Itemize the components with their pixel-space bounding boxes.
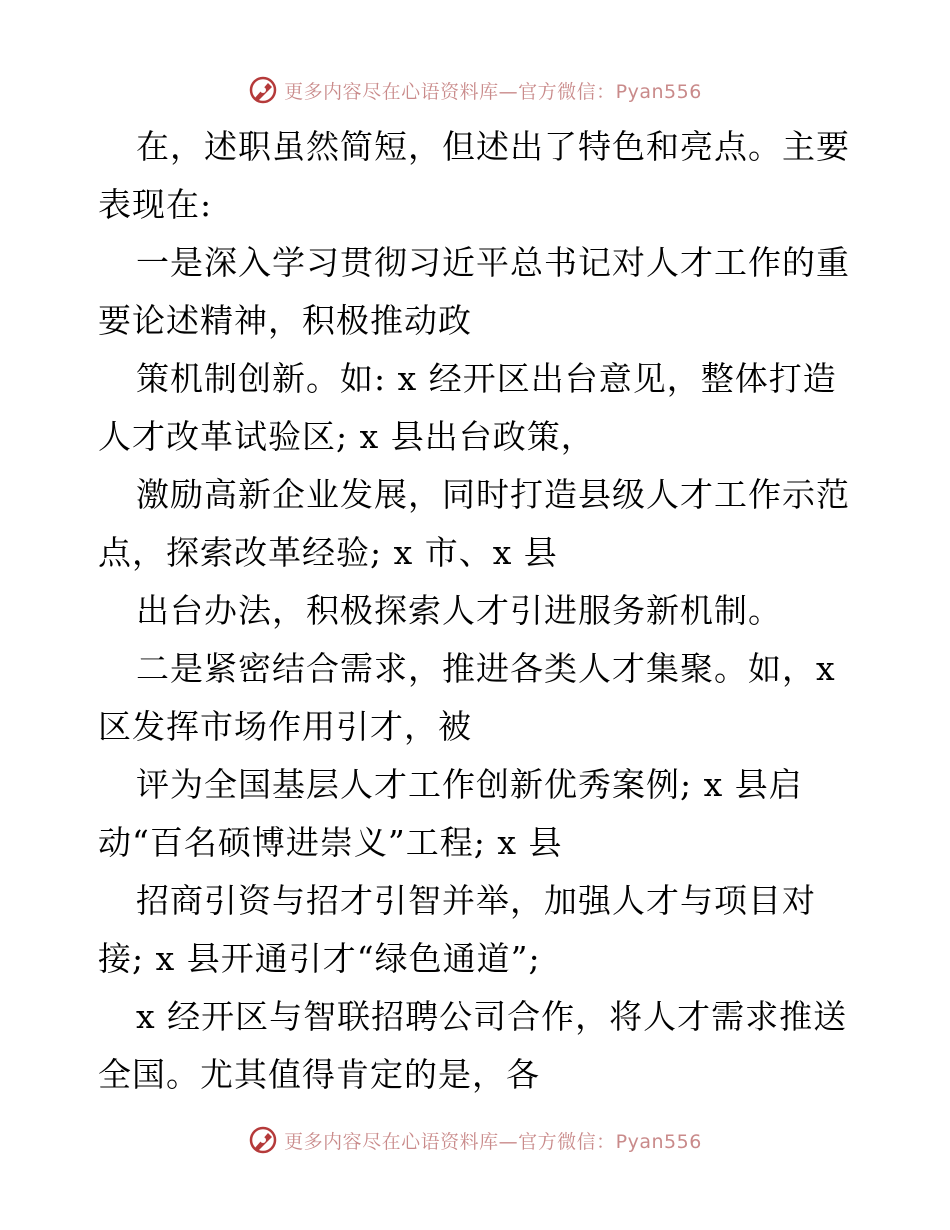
text-line: 策机制创新。如: x 经开区出台意见，整体打造 xyxy=(136,359,837,398)
text-line: 二是紧密结合需求，推进各类人才集聚。如，x xyxy=(136,649,836,688)
header-watermark-text: 更多内容尽在心语资料库—官方微信：Pyan556 xyxy=(284,80,702,103)
text-line: 激励高新企业发展，同时打造县级人才工作示范 xyxy=(136,475,850,514)
footer-watermark-text: 更多内容尽在心语资料库—官方微信：Pyan556 xyxy=(284,1130,702,1153)
text-line: 区发挥市场作用引才，被 xyxy=(98,707,472,746)
text-line: 出台办法，积极探索人才引进服务新机制。 xyxy=(136,591,782,630)
text-line: 动“百名硕博进崇义”工程; x 县 xyxy=(98,823,563,862)
document-body xyxy=(98,118,858,1104)
header-watermark xyxy=(0,70,950,110)
text-line: x 经开区与智联招聘公司合作，将人才需求推送 xyxy=(136,997,848,1036)
text-line: 表现在: xyxy=(98,185,213,224)
text-line: 招商引资与招才引智并举，加强人才与项目对 xyxy=(136,881,816,920)
text-line: 一是深入学习贯彻习近平总书记对人才工作的重 xyxy=(136,243,850,282)
text-line: 要论述精神，积极推动政 xyxy=(98,301,472,340)
text-line: 点，探索改革经验; x 市、x 县 xyxy=(98,533,558,572)
pen-logo-icon xyxy=(248,1125,278,1155)
text-line: 全国。尤其值得肯定的是，各 xyxy=(98,1055,540,1094)
text-line: 人才改革试验区; x 县出台政策， xyxy=(98,417,595,456)
text-line: 在，述职虽然简短，但述出了特色和亮点。主要 xyxy=(136,127,850,166)
pen-logo-icon xyxy=(248,75,278,105)
text-line: 评为全国基层人才工作创新优秀案例; x 县启 xyxy=(136,765,803,804)
text-line: 接; x 县开通引才“绿色通道”; xyxy=(98,939,541,978)
footer-watermark xyxy=(0,1120,950,1160)
